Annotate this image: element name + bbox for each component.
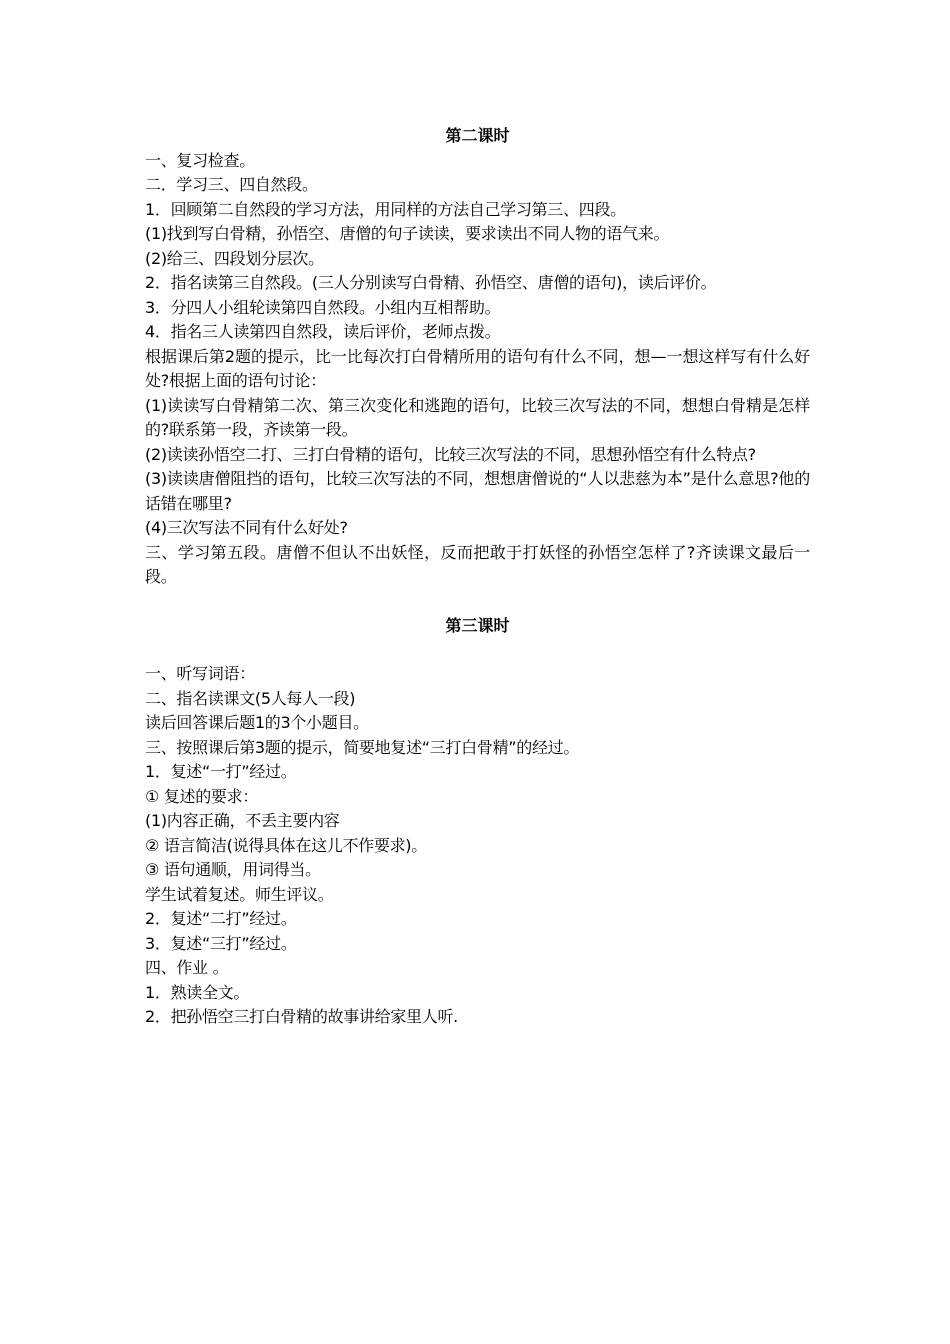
text-line: 一、听写词语： — [145, 664, 255, 683]
text-paragraph: 三、学习第五段。唐僧不但认不出妖怪，反而把敢于打妖怪的孙悟空怎样了?齐读课文最后一段。 — [145, 542, 810, 586]
section-2-title: 第二课时 — [445, 126, 510, 145]
text-line: 2．指名读第三自然段。(三人分别读写白骨精、孙悟空、唐僧的语句)，读后评价。 — [145, 273, 717, 292]
document-page — [145, 124, 810, 1030]
text-line: (1)内容正确，不丢主要内容 — [145, 811, 340, 830]
text-line: 2．复述“二打”经过。 — [145, 909, 297, 928]
text-line: 三、按照课后第3题的提示，简要地复述“三打白骨精”的经过。 — [145, 737, 580, 757]
text-line: (1)找到写白骨精，孙悟空、唐僧的句子读读，要求读出不同人物的语气来。 — [145, 224, 670, 243]
text-line: 3．复述“三打”经过。 — [145, 933, 297, 953]
text-line: (2)给三、四段划分层次。 — [145, 248, 324, 268]
text-line: 读后回答课后题1的3个小题目。 — [145, 713, 369, 732]
text-line: 二．学习三、四自然段。 — [145, 175, 318, 194]
text-line: 二、指名读课文(5人每人一段) — [145, 688, 356, 708]
text-line: 3．分四人小组轮读第四自然段。小组内互相帮助。 — [145, 297, 501, 317]
section-3-title: 第三课时 — [445, 615, 510, 635]
text-line: ① 复述的要求： — [145, 786, 259, 806]
text-line: 一、复习检查。 — [145, 150, 255, 170]
text-line: 1．复述“一打”经过。 — [145, 762, 297, 781]
text-paragraph: (2)读读孙悟空二打、三打白骨精的语句，比较三次写法的不同，思想孙悟空有什么特点? — [145, 444, 756, 464]
text-paragraph: 根据课后第2题的提示，比一比每次打白骨精所用的语句有什么不同，想—一想这样写有什么好处?根据上面的语句讨论： — [145, 346, 810, 390]
text-paragraph: (3)读读唐僧阻挡的语句，比较三次写法的不同，想想唐僧说的“人以悲慈为本”是什么意思?他的话错在哪里? — [145, 469, 810, 513]
text-line: ③ 语句通顺，用词得当。 — [145, 860, 321, 879]
text-line: 2．把孙悟空三打白骨精的故事讲给家里人听. — [145, 1007, 458, 1026]
text-line: (4)三次写法不同有什么好处? — [145, 518, 348, 537]
text-line: 1．熟读全文。 — [145, 982, 250, 1002]
text-line: 学生试着复述。师生评议。 — [145, 884, 334, 904]
text-line: 1．回顾第二自然段的学习方法，用同样的方法自己学习第三、四段。 — [145, 199, 626, 219]
text-line: 四、作业 。 — [145, 958, 229, 977]
text-paragraph: (1)读读写白骨精第二次、第三次变化和逃跑的语句，比较三次写法的不同，想想白骨精是怎样的?联系第一段，齐读第一段。 — [145, 395, 810, 439]
text-line: 4．指名三人读第四自然段，读后评价，老师点拨。 — [145, 322, 501, 341]
text-line: ② 语言简洁(说得具体在这儿不作要求)。 — [145, 835, 427, 855]
